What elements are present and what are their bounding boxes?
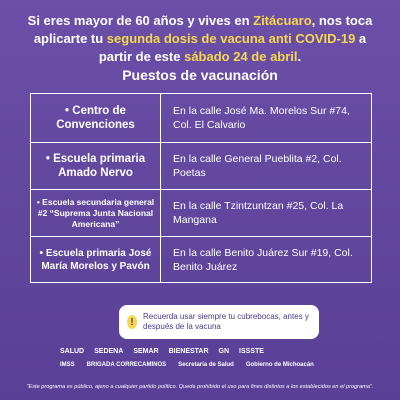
place-address: En la calle José Ma. Morelos Sur #74, Col. El Calvario xyxy=(173,105,350,131)
place-name: • Escuela secundaria general #2 “Suprema Junta Nacional Americana” xyxy=(31,190,161,236)
intro-highlight-date: sábado 24 de abril xyxy=(184,49,298,64)
place-address: En la calle General Pueblita #2, Col. Poetas xyxy=(173,153,342,179)
logo-salud: SALUD xyxy=(60,348,85,355)
place-name: • Escuela primaria Amado Nervo xyxy=(31,143,161,189)
intro-highlight-dose: segunda dosis de vacuna anti COVID-19 xyxy=(106,31,356,46)
logos-row-1 xyxy=(60,348,380,355)
intro-part: a partir de este xyxy=(98,31,367,64)
intro-part: Si eres mayor de 60 años y vives en xyxy=(27,13,254,28)
logo-issste: ISSSTE xyxy=(239,348,264,355)
mask-reminder xyxy=(119,305,319,339)
logo-sedena: SEDENA xyxy=(94,348,124,355)
table-row xyxy=(31,190,371,237)
table-row xyxy=(31,237,371,282)
table-row xyxy=(31,94,371,143)
intro-part: . xyxy=(297,49,302,64)
page-title: Puestos de vacunación xyxy=(122,67,278,83)
logo-brigada: BRIGADA CORRECAMINOS xyxy=(86,362,167,368)
logos-row-2 xyxy=(60,362,380,368)
place-address: En la calle Tzintzuntzan #25, Col. La Mangana xyxy=(173,200,344,226)
mask-reminder-text: Recuerda usar siempre tu cubrebocas, antes y después de la vacuna xyxy=(143,312,309,331)
place-name: • Escuela primaria José María Morelos y Pavón xyxy=(31,237,161,282)
logo-semar: SEMAR xyxy=(133,348,159,355)
place-name: • Centro de Convenciones xyxy=(31,94,161,142)
locations-table xyxy=(30,93,372,283)
logo-gobierno-michoacan: Gobierno de Michoacán xyxy=(245,362,314,368)
disclaimer-footer: "Este programa es público, ajeno a cualquier partido político. Queda prohibido el uso para fines distintos a los establecidos en el programa". xyxy=(26,384,374,390)
exclamation-icon: ! xyxy=(127,315,137,329)
intro-city: Zitácuaro xyxy=(253,13,312,28)
logo-secretaria-salud: Secretaría de Salud xyxy=(178,362,234,368)
logo-imss: IMSS xyxy=(60,362,75,368)
intro-part: , nos toca aplicarte tu xyxy=(33,13,373,46)
table-row xyxy=(31,143,371,190)
logo-bienestar: BIENESTAR xyxy=(168,348,209,355)
intro-text xyxy=(20,12,380,66)
place-address: En la calle Benito Juárez Sur #19, Col. Benito Juárez xyxy=(173,246,353,273)
logo-gn: GN xyxy=(218,348,230,355)
